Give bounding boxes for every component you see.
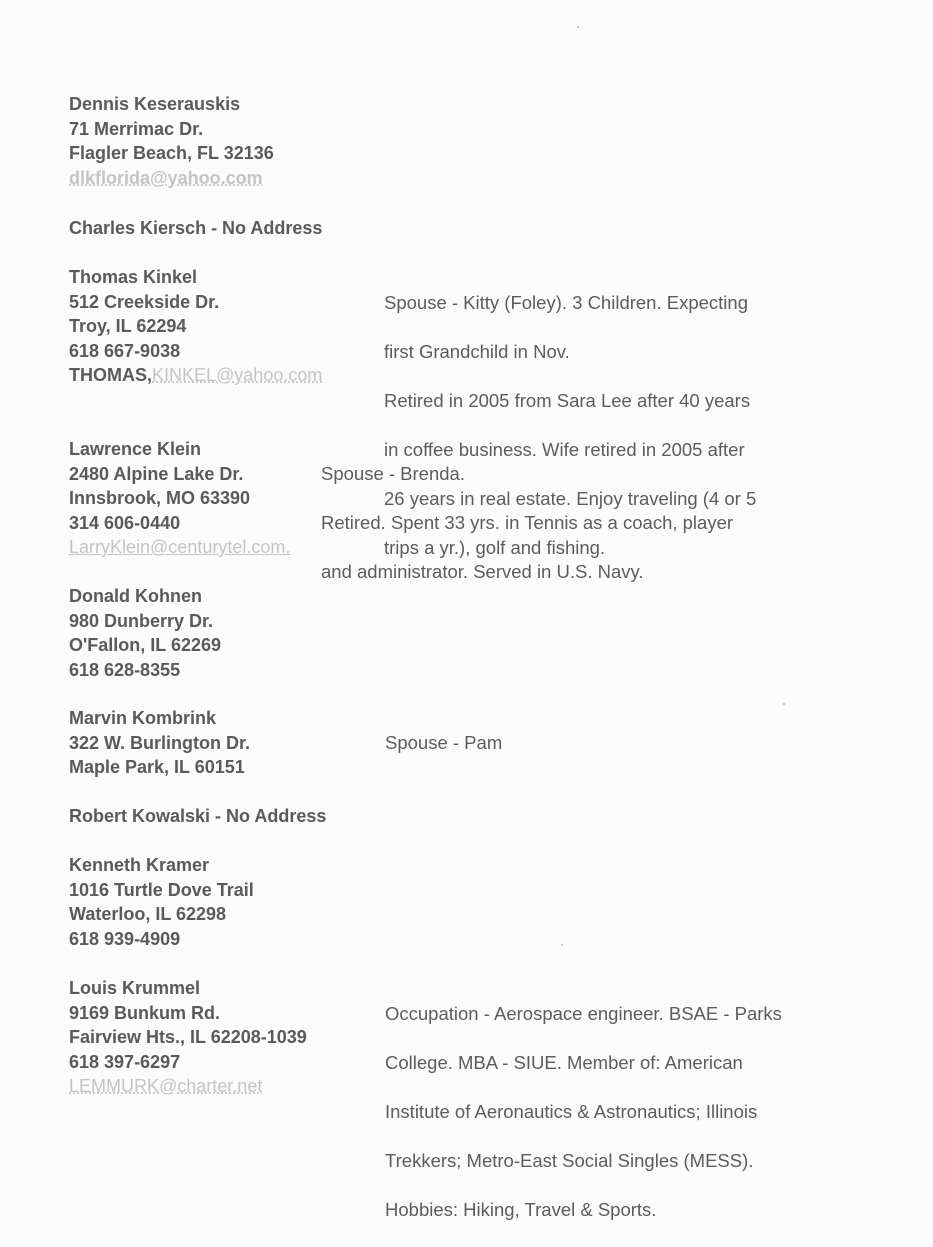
entry-email[interactable]: dlkflorida@yahoo.com	[69, 167, 263, 188]
note-line: College. MBA - SIUE. Member of: American	[385, 1051, 743, 1073]
entry-city: Innsbrook, MO 63390	[69, 488, 251, 508]
entry-kramer	[69, 853, 254, 951]
entry-street: 1016 Turtle Dove Trail	[69, 879, 254, 900]
note-line: Hobbies: Hiking, Travel & Sports.	[385, 1198, 657, 1220]
note-line: trips a yr.), golf and fishing.	[384, 536, 606, 558]
entry-phone: 618 667-9038	[69, 340, 181, 361]
note-line: Trekkers; Metro-East Social Singles (MESS).	[385, 1149, 754, 1171]
entry-klein	[69, 437, 290, 560]
entry-email-prefix: THOMAS,	[69, 365, 152, 385]
note-line: Retired in 2005 from Sara Lee after 40 years	[384, 389, 751, 411]
note-line: Occupation - Aerospace engineer. BSAE - Parks	[385, 1002, 782, 1024]
entry-street: 2480 Alpine Lake Dr.	[69, 463, 244, 484]
entry-phone: 314 606-0440	[69, 512, 181, 533]
entry-krummel-notes	[385, 977, 782, 1247]
entry-name: Marvin Kombrink	[69, 708, 217, 728]
entry-street: 512 Creekside Dr.	[69, 291, 220, 312]
entry-street: 322 W. Burlington Dr.	[69, 732, 251, 753]
entry-name: Thomas Kinkel	[69, 267, 198, 287]
note-line: 26 years in real estate. Enjoy traveling (4 or 5	[384, 487, 757, 509]
entry-name: Donald Kohnen	[69, 586, 202, 606]
note-line: Spouse - Brenda.	[321, 462, 465, 484]
scan-speck	[561, 944, 563, 946]
entry-kiersch	[69, 216, 322, 241]
scan-speck	[783, 703, 785, 705]
entry-name: Dennis Keserauskis	[69, 94, 241, 114]
note-line: in coffee business. Wife retired in 2005 after	[384, 438, 745, 460]
entry-name: Louis Krummel	[69, 978, 201, 998]
entry-kowalski	[69, 804, 326, 829]
entry-email[interactable]: LEMMURK@charter.net	[69, 1076, 263, 1096]
entry-phone: 618 939-4909	[69, 928, 181, 949]
entry-kombrink	[69, 706, 250, 780]
note-line: Spouse - Pam	[385, 731, 503, 753]
note-line: first Grandchild in Nov.	[384, 340, 570, 362]
entry-name: Kenneth Kramer	[69, 855, 210, 875]
entry-email[interactable]: LarryKlein@centurytel.com.	[69, 537, 291, 557]
entry-city: Waterloo, IL 62298	[69, 904, 227, 924]
scan-speck	[577, 26, 579, 28]
entry-kohnen	[69, 584, 221, 682]
entry-email[interactable]: KINKEL@yahoo.com	[152, 365, 323, 385]
entry-klein-notes	[321, 437, 733, 609]
entry-phone: 618 397-6297	[69, 1051, 181, 1072]
note-line: Spouse - Kitty (Foley). 3 Children. Expecting	[384, 291, 748, 313]
entry-street: 980 Dunberry Dr.	[69, 610, 214, 631]
entry-city: Flagler Beach, FL 32136	[69, 143, 274, 163]
entry-keserauskis	[69, 92, 274, 190]
entry-name: Lawrence Klein	[69, 439, 202, 459]
entry-phone: 618 628-8355	[69, 659, 181, 680]
entry-street: 71 Merrimac Dr.	[69, 118, 204, 139]
entry-kombrink-notes	[385, 706, 502, 780]
entry-city: O'Fallon, IL 62269	[69, 635, 222, 655]
entry-krummel	[69, 976, 307, 1099]
entry-city: Troy, IL 62294	[69, 316, 187, 336]
note-line: and administrator. Served in U.S. Navy.	[321, 560, 644, 582]
entry-name: Charles Kiersch - No Address	[69, 218, 323, 238]
note-line: Retired. Spent 33 yrs. in Tennis as a coach, player	[321, 511, 734, 533]
entry-city: Fairview Hts., IL 62208-1039	[69, 1027, 307, 1047]
entry-city: Maple Park, IL 60151	[69, 757, 245, 777]
entry-name: Robert Kowalski - No Address	[69, 806, 327, 826]
entry-street: 9169 Bunkum Rd.	[69, 1002, 221, 1023]
entry-kinkel	[69, 265, 322, 388]
note-line: Institute of Aeronautics & Astronautics; Illinois	[385, 1100, 758, 1122]
